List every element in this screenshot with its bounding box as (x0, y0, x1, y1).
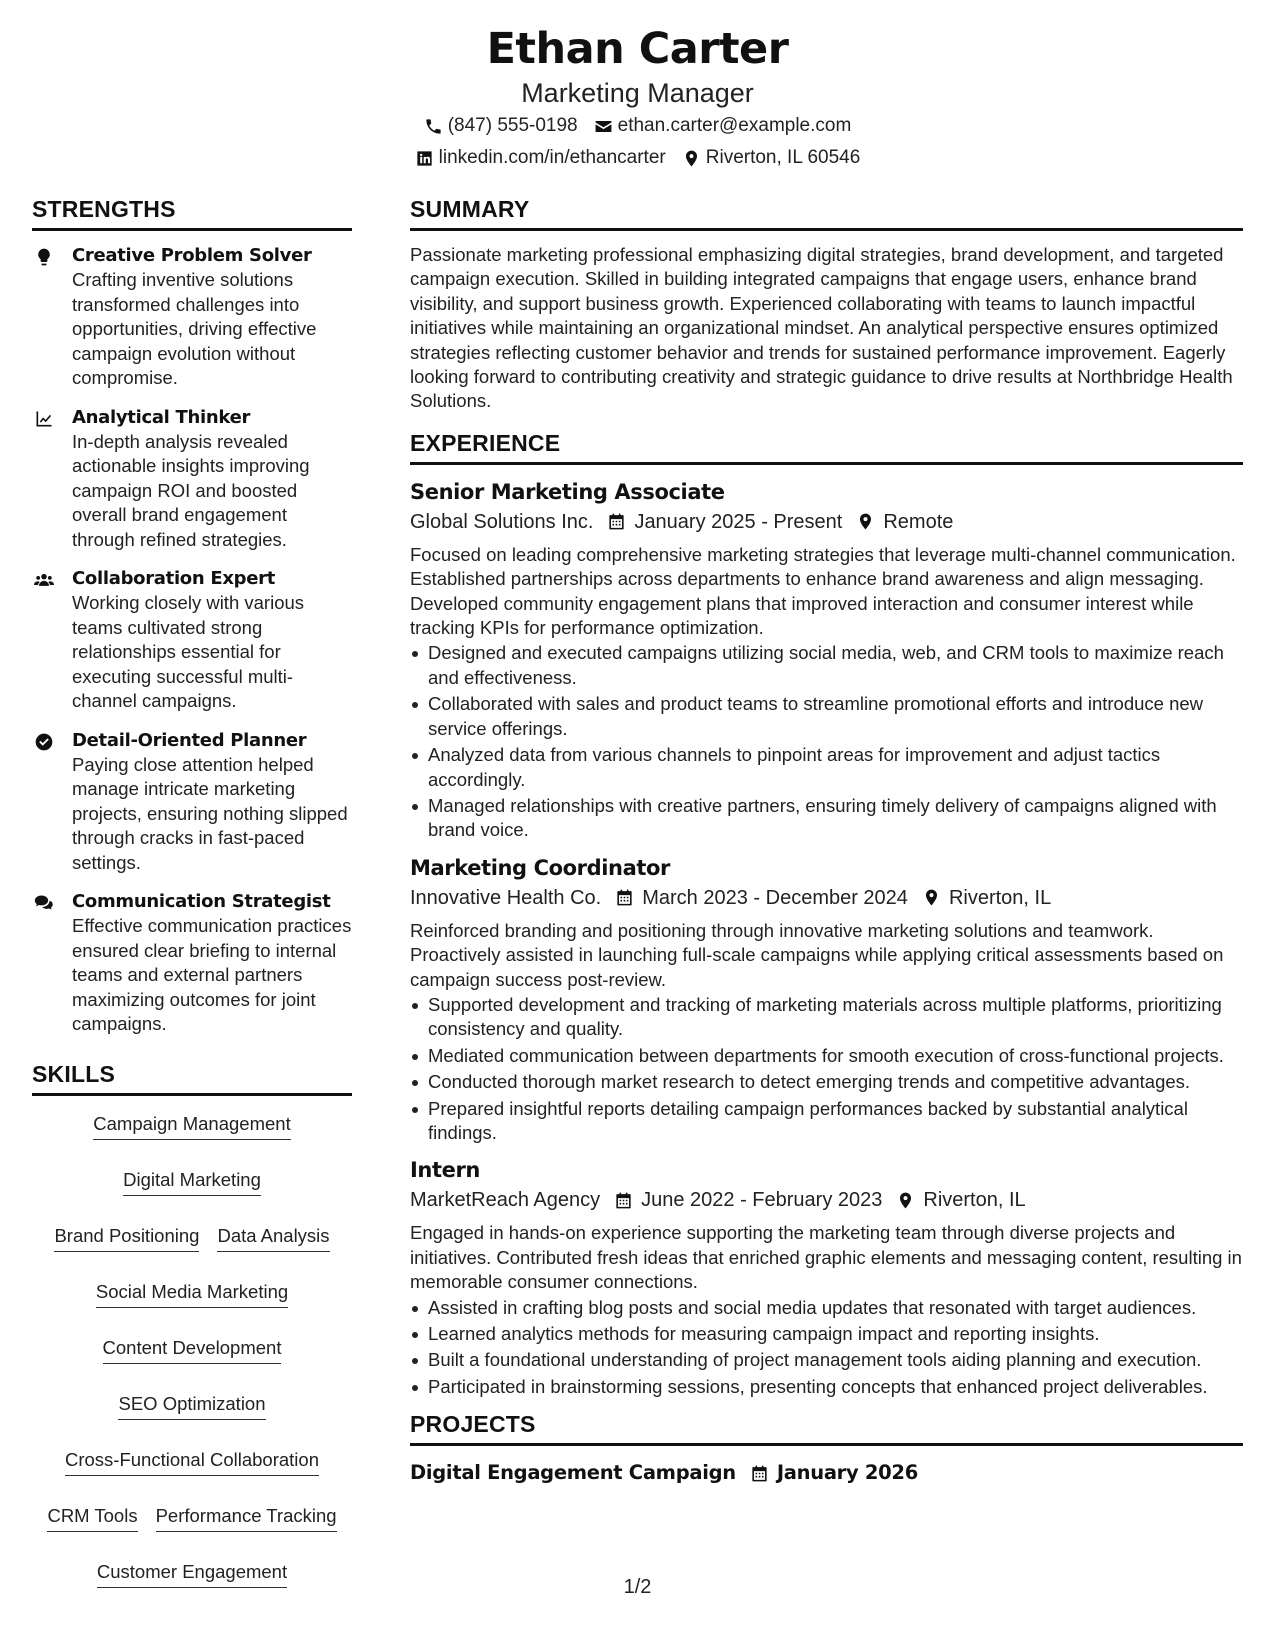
summary-heading: SUMMARY (410, 194, 1243, 231)
strength-item (32, 566, 352, 714)
email-text[interactable]: ethan.carter@example.com (617, 115, 852, 136)
job-description: Engaged in hands-on experience supporting the marketing team through diverse projects and initiatives. Contributed fresh ideas that enriched graphic elements and messaging content, resulting in memorable consumer connections. (410, 1222, 1242, 1293)
job-location: Riverton, IL (923, 1189, 1026, 1212)
strength-item (32, 728, 352, 876)
job-location: Riverton, IL (948, 886, 1052, 909)
left-column (32, 194, 352, 1588)
job-description: Reinforced branding and positioning through innovative marketing solutions and teamwork. Proactively assisted in launching full-scale campaigns while applying critical assessments based on campaign success post-review. (410, 919, 1224, 990)
job-company: MarketReach Agency (410, 1189, 601, 1212)
strength-item (32, 243, 352, 391)
contact-phone (424, 110, 578, 142)
skill-tag: Brand Positioning (54, 1224, 199, 1252)
bullet-item: Supported development and tracking of marketing materials across multiple platforms, prioritizing consistency and quality. (410, 993, 1243, 1042)
job-bullets (410, 641, 1243, 842)
skill-tag: CRM Tools (47, 1504, 137, 1532)
job-meta (410, 507, 1243, 537)
skill-tag: SEO Optimization (118, 1392, 265, 1420)
location-pin-icon (896, 1191, 915, 1210)
job-location: Remote (883, 510, 954, 533)
job-dates: January 2025 - Present (634, 510, 843, 533)
job-bullets (410, 1296, 1243, 1400)
phone-text: (847) 555-0198 (447, 115, 578, 136)
bullet-item: Conducted thorough market research to detect emerging trends and competitive advantages. (410, 1070, 1243, 1094)
calendar-icon (607, 512, 626, 531)
skill-tag: Customer Engagement (97, 1560, 287, 1588)
skill-tag: Content Development (103, 1336, 282, 1364)
contact-location (682, 142, 861, 174)
job-entry (410, 853, 1243, 1146)
job-entry (410, 1155, 1243, 1399)
job-company: Innovative Health Co. (410, 886, 602, 909)
bullet-item: Analyzed data from various channels to pinpoint areas for improvement and adjust tactics accordingly. (410, 743, 1243, 792)
bullet-item: Managed relationships with creative partners, ensuring timely delivery of campaigns aligned with brand voice. (410, 794, 1243, 843)
linkedin-icon (415, 149, 434, 168)
strength-desc: In-depth analysis revealed actionable insights improving campaign ROI and boosted overall brand engagement through refined strategies. (72, 430, 310, 550)
resume-header (0, 22, 1275, 174)
strengths-heading: STRENGTHS (32, 194, 352, 231)
contact-row-2 (0, 142, 1275, 174)
contact-email[interactable] (594, 110, 852, 142)
location-pin-icon (922, 888, 941, 907)
location-text: Riverton, IL 60546 (705, 147, 861, 168)
job-title: Senior Marketing Associate (410, 479, 725, 504)
chart-line-icon (34, 409, 54, 429)
bullet-item: Participated in brainstorming sessions, presenting concepts that enhanced project deliverables. (410, 1375, 1243, 1399)
linkedin-text[interactable]: linkedin.com/in/ethancarter (438, 147, 666, 168)
job-meta (410, 1185, 1243, 1215)
skill-tag: Data Analysis (217, 1224, 329, 1252)
job-entry (410, 477, 1243, 843)
bullet-item: Collaborated with sales and product teams to streamline promotional efforts and introduce new service offerings. (410, 692, 1243, 741)
bullet-item: Designed and executed campaigns utilizing social media, web, and CRM tools to maximize reach and effectiveness. (410, 641, 1243, 690)
project-date: January 2026 (776, 1461, 918, 1485)
calendar-icon (615, 888, 634, 907)
projects-heading: PROJECTS (410, 1409, 1243, 1446)
bullet-item: Built a foundational understanding of project management tools aiding planning and execution. (410, 1348, 1243, 1372)
job-dates: March 2023 - December 2024 (642, 886, 908, 909)
strength-title: Collaboration Expert (72, 568, 276, 589)
candidate-role: Marketing Manager (521, 78, 754, 108)
bullet-item: Prepared insightful reports detailing campaign performances backed by substantial analytical findings. (410, 1097, 1243, 1146)
strength-title: Detail-Oriented Planner (72, 729, 307, 751)
strength-title: Communication Strategist (72, 891, 331, 912)
lightbulb-icon (34, 247, 54, 267)
right-column (410, 194, 1243, 1488)
job-meta (410, 883, 1243, 913)
project-entry (410, 1458, 1243, 1488)
contact-linkedin[interactable] (415, 142, 666, 174)
strength-title: Creative Problem Solver (72, 245, 312, 266)
job-bullets (410, 993, 1243, 1145)
bullet-item: Assisted in crafting blog posts and social media updates that resonated with target audiences. (410, 1296, 1243, 1320)
envelope-icon (594, 117, 613, 136)
calendar-icon (614, 1191, 633, 1210)
job-description: Focused on leading comprehensive marketing strategies that leverage multi-channel communication. Established partnerships across departments to enhance brand awareness and align messaging. Developed community engagement plans that improved interaction and consumer interest while tracking KPIs for performance optimization. (410, 543, 1236, 639)
strength-item (32, 889, 352, 1037)
strength-desc: Effective communication practices ensured clear briefing to internal teams and external partners maximizing outcomes for joint campaigns. (72, 915, 352, 1034)
job-title: Intern (410, 1158, 480, 1183)
contact-row-1 (0, 110, 1275, 142)
calendar-icon (750, 1464, 769, 1483)
phone-icon (424, 117, 443, 136)
users-icon (34, 570, 54, 590)
skill-tag: Cross-Functional Collaboration (65, 1448, 319, 1476)
bullet-item: Learned analytics methods for measuring campaign impact and reporting insights. (410, 1322, 1243, 1346)
job-title: Marketing Coordinator (410, 855, 670, 880)
summary-text: Passionate marketing professional emphasizing digital strategies, brand development, and targeted campaign execution. Skilled in building integrated campaigns that engage users, enhance brand visibility, and support business growth. Experienced collaborating with teams to launch impactful initiatives while maintaining an organizational mindset. An analytical perspective ensures optimized strategies reflecting customer behavior and trends for sustained performance improvement. Eagerly looking forward to contributing creativity and strategic guidance to drive results at Northbridge Health Solutions. (410, 244, 1233, 412)
strength-desc: Working closely with various teams cultivated strong relationships essential for executing successful multi-channel campaigns. (72, 592, 305, 711)
strength-title: Analytical Thinker (72, 406, 251, 428)
strength-item (32, 405, 352, 553)
project-name: Digital Engagement Campaign (410, 1461, 736, 1485)
location-pin-icon (856, 512, 875, 531)
page-number: 1/2 (623, 1576, 652, 1598)
check-circle-icon (34, 732, 54, 752)
comments-icon (34, 893, 54, 913)
skill-tag: Performance Tracking (156, 1504, 337, 1532)
job-company: Global Solutions Inc. (410, 510, 594, 533)
bullet-item: Mediated communication between departments for smooth execution of cross-functional projects. (410, 1044, 1243, 1068)
strength-desc: Crafting inventive solutions transformed challenges into opportunities, driving effective campaign evolution without compromise. (72, 269, 317, 388)
job-dates: June 2022 - February 2023 (641, 1189, 883, 1212)
strength-desc: Paying close attention helped manage intricate marketing projects, ensuring nothing slipped through cracks in fast-paced settings. (72, 753, 348, 873)
candidate-name: Ethan Carter (486, 24, 789, 74)
skill-tag: Digital Marketing (123, 1168, 261, 1196)
experience-heading: EXPERIENCE (410, 428, 1243, 465)
skills-list (32, 1108, 352, 1588)
skill-tag: Social Media Marketing (96, 1280, 288, 1308)
location-pin-icon (682, 149, 701, 168)
skills-heading: SKILLS (32, 1059, 352, 1096)
skill-tag: Campaign Management (93, 1112, 290, 1140)
